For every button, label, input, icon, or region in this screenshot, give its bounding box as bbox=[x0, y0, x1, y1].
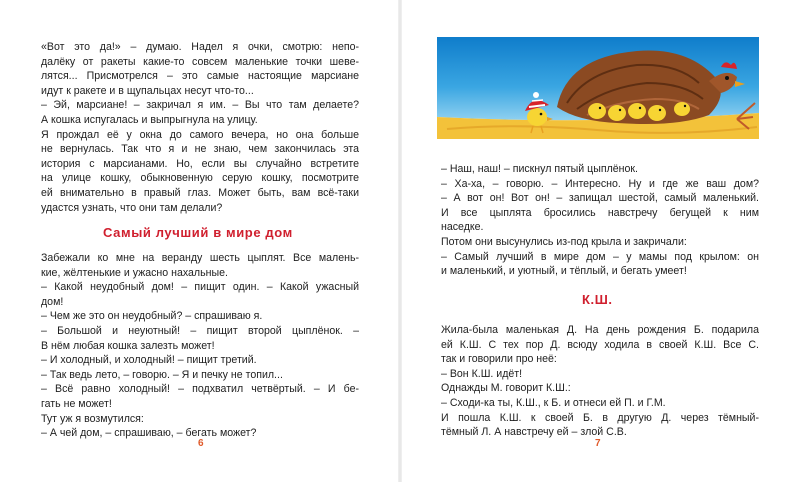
text-line: – Какой неудобный дом! – пищит один. – Какой ужасный bbox=[41, 281, 359, 294]
text-line: идут к ракете и в щупальцах несут что-то... bbox=[41, 84, 254, 97]
text-line: Однажды М. говорит К.Ш.: bbox=[441, 382, 571, 395]
text-line: В нём любая кошка залезть может! bbox=[41, 339, 215, 352]
left-text-block-1 bbox=[41, 40, 359, 215]
hen-with-chicks-illustration bbox=[437, 37, 759, 139]
text-line: – А вот он! Вот он! – запищал шестой, самый маленький. bbox=[441, 192, 759, 205]
text-line: – Так ведь лето, – говорю. – Я и печку не топил... bbox=[41, 368, 283, 381]
text-line: И пошла К.Ш. к своей Б. в другую Д. через тёмный- bbox=[441, 411, 759, 424]
text-line: не вернулась. Так что я и не знаю, чем закончилась эта bbox=[41, 143, 359, 156]
text-line: Жила-была маленькая Д. На день рождения Б. подарила bbox=[441, 324, 759, 336]
text-line: – Всё равно холодный! – подхватил четвёртый. – И бе- bbox=[41, 383, 359, 396]
text-line: лятся... Присмотрелся – это самые настоящие марсиане bbox=[41, 70, 359, 83]
text-line: – Ха-ха, – говорю. – Интересно. Ну и где же ваш дом? bbox=[441, 177, 759, 190]
text-line: – И холодный, и холодный! – пищит третий. bbox=[41, 354, 257, 367]
text-line: ей внимательно в правый глаз. Может быть, вам всё-таки bbox=[41, 186, 359, 199]
chapter-heading-ksh: К.Ш. bbox=[582, 292, 613, 307]
page-number-left: 6 bbox=[198, 438, 204, 449]
text-line: тёмный Л. А навстречу ей – злой С.В. bbox=[441, 426, 627, 439]
right-text-block-1 bbox=[441, 162, 759, 279]
text-line: так и говорили про неё: bbox=[441, 353, 557, 366]
text-line: дом! bbox=[41, 295, 64, 308]
text-line: Потом они высунулись из-под крыла и закричали: bbox=[441, 235, 687, 248]
text-line: – Сходи-ка ты, К.Ш., к Б. и отнеси ей П. и Г.М. bbox=[441, 396, 666, 409]
text-line: – Чем же это он неудобный? – спрашиваю я. bbox=[41, 310, 263, 323]
left-text-block-2 bbox=[41, 251, 359, 441]
text-line: И все цыплята бросились навстречу бегущей к ним bbox=[441, 206, 759, 219]
text-line: ей К.Ш. С тех пор Д. всюду ходила в своей К.Ш. Все С. bbox=[441, 338, 759, 351]
text-line: кие, жёлтенькие и ужасно нахальные. bbox=[41, 266, 228, 279]
text-line: история с марсианами. Но, если вы случайно встретите bbox=[41, 157, 359, 170]
page-number-right: 7 bbox=[595, 438, 601, 449]
text-line: на улице кошку, обыкновенную серую кошку, посмотрите bbox=[41, 172, 359, 185]
text-line: – Большой и неуютный! – пищит второй цыплёнок. – bbox=[41, 324, 359, 337]
text-line: А кошка испугалась и выпрыгнула на улицу. bbox=[41, 113, 258, 126]
text-line: и маленький, и уютный, и тёплый, и бегать умеет! bbox=[441, 265, 687, 278]
text-line: Я прождал её у окна до самого вечера, но она больше bbox=[41, 128, 359, 141]
chapter-heading-best-house: Самый лучший в мире дом bbox=[103, 225, 293, 240]
text-line: далёку от ракеты какие-то совсем маленькие точки шеве- bbox=[41, 55, 359, 68]
right-text-block-2 bbox=[441, 323, 759, 440]
text-line: – Вон К.Ш. идёт! bbox=[441, 367, 523, 380]
text-line: – Наш, наш! – пискнул пятый цыплёнок. bbox=[441, 163, 638, 175]
text-line: Тут уж я возмутился: bbox=[41, 412, 144, 425]
text-line: – Самый лучший в мире дом – у мамы под крылом: он bbox=[441, 250, 759, 263]
text-line: наседке. bbox=[441, 221, 484, 234]
text-line: гать не может! bbox=[41, 397, 112, 410]
text-line: Забежали ко мне на веранду шесть цыплят. Все малень- bbox=[41, 252, 359, 264]
text-line: – А чей дом, – спрашиваю, – бегать может? bbox=[41, 427, 257, 440]
text-line: удастся узнать, что они там делали? bbox=[41, 201, 223, 214]
text-line: «Вот это да!» – думаю. Надел я очки, смотрю: непо- bbox=[41, 41, 359, 53]
right-page bbox=[400, 0, 800, 482]
text-line: – Эй, марсиане! – закричал я им. – Вы что там делаете? bbox=[41, 99, 359, 112]
